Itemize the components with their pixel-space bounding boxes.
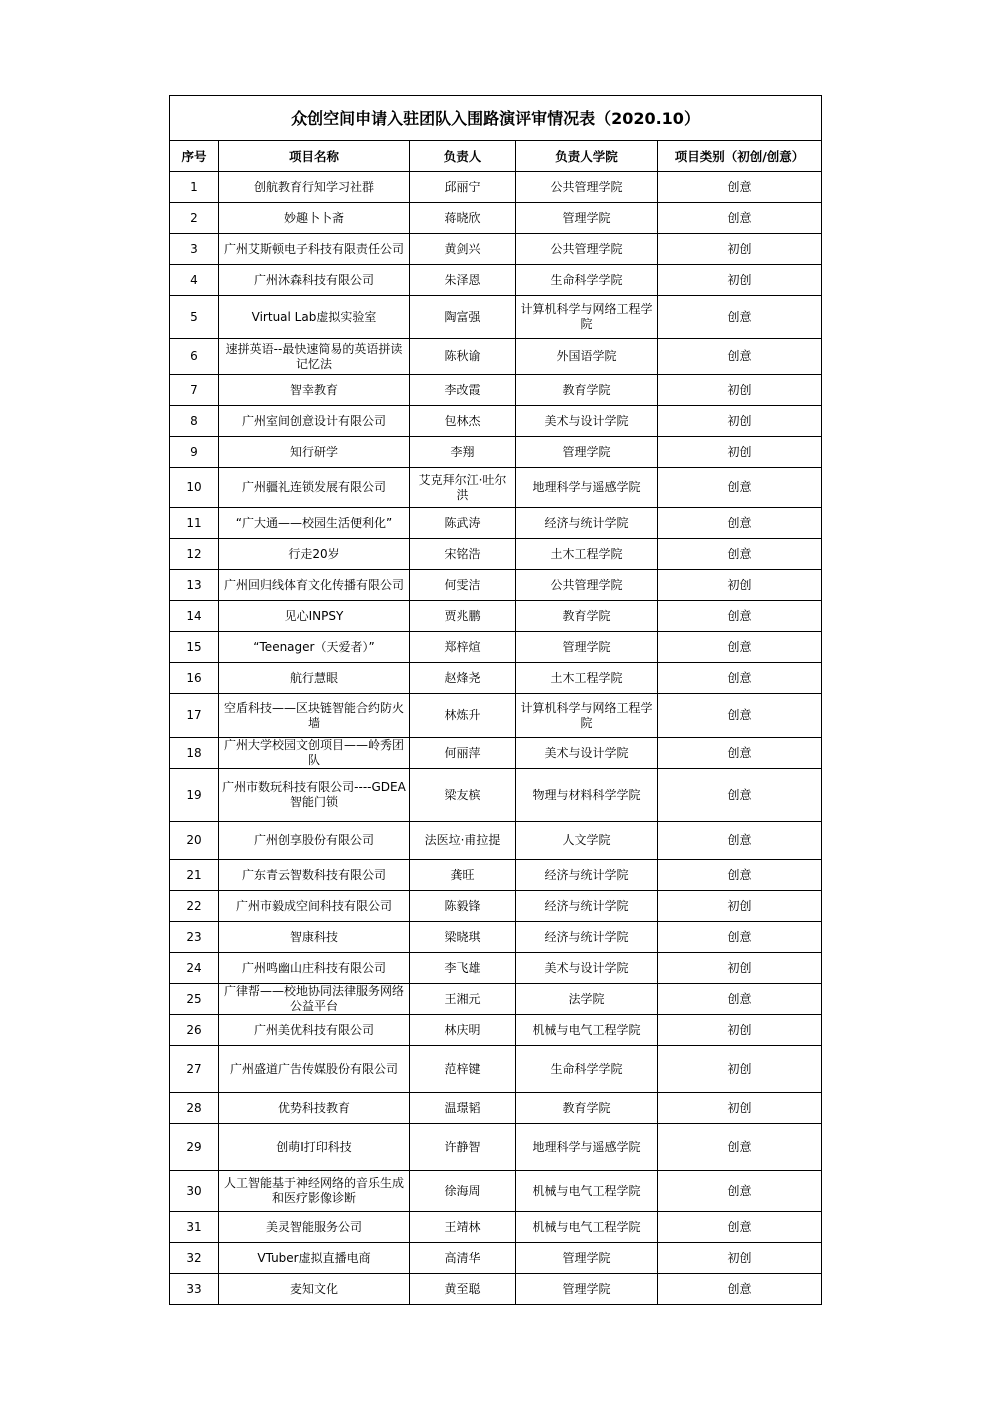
- project-category: 创意: [658, 1274, 822, 1305]
- leader-college: 经济与统计学院: [516, 508, 658, 539]
- row-index: 7: [170, 375, 219, 406]
- row-index: 2: [170, 203, 219, 234]
- row-index: 23: [170, 922, 219, 953]
- row-index: 27: [170, 1046, 219, 1093]
- project-category: 创意: [658, 1212, 822, 1243]
- row-index: 6: [170, 339, 219, 375]
- leader-college: 外国语学院: [516, 339, 658, 375]
- leader-college: 管理学院: [516, 203, 658, 234]
- table-row: [170, 296, 822, 339]
- project-name: “广大通——校园生活便利化”: [219, 508, 410, 539]
- leader-college: 教育学院: [516, 601, 658, 632]
- project-name: 广州沐森科技有限公司: [219, 265, 410, 296]
- row-index: 4: [170, 265, 219, 296]
- leader-college: 机械与电气工程学院: [516, 1212, 658, 1243]
- leader-college: 管理学院: [516, 632, 658, 663]
- table-row: [170, 406, 822, 437]
- project-category: 创意: [658, 601, 822, 632]
- project-category: 初创: [658, 265, 822, 296]
- leader-name: 林庆明: [410, 1015, 516, 1046]
- row-index: 13: [170, 570, 219, 601]
- table-row: [170, 984, 822, 1015]
- leader-college: 经济与统计学院: [516, 860, 658, 891]
- leader-name: 宋铭浩: [410, 539, 516, 570]
- project-category: 创意: [658, 1171, 822, 1212]
- header-leader: 负责人: [410, 141, 516, 172]
- leader-college: 公共管理学院: [516, 570, 658, 601]
- project-name: 速拼英语--最快速简易的英语拼读记忆法: [219, 339, 410, 375]
- row-index: 15: [170, 632, 219, 663]
- project-category: 创意: [658, 172, 822, 203]
- project-name: “Teenager（天爱者）”: [219, 632, 410, 663]
- leader-name: 高清华: [410, 1243, 516, 1274]
- leader-college: 生命科学学院: [516, 265, 658, 296]
- project-name: 智幸教育: [219, 375, 410, 406]
- project-name: 广州美优科技有限公司: [219, 1015, 410, 1046]
- leader-name: 包林杰: [410, 406, 516, 437]
- project-category: 创意: [658, 860, 822, 891]
- row-index: 1: [170, 172, 219, 203]
- project-name: 空盾科技——区块链智能合约防火墙: [219, 694, 410, 738]
- row-index: 30: [170, 1171, 219, 1212]
- row-index: 28: [170, 1093, 219, 1124]
- project-name: 创萌I打印科技: [219, 1124, 410, 1171]
- project-category: 初创: [658, 1015, 822, 1046]
- project-category: 初创: [658, 375, 822, 406]
- project-name: 广州盛道广告传媒股份有限公司: [219, 1046, 410, 1093]
- leader-name: 徐海周: [410, 1171, 516, 1212]
- project-name: 广东青云智数科技有限公司: [219, 860, 410, 891]
- leader-college: 法学院: [516, 984, 658, 1015]
- project-name: 优势科技教育: [219, 1093, 410, 1124]
- row-index: 29: [170, 1124, 219, 1171]
- project-category: 创意: [658, 738, 822, 769]
- table-row: [170, 1093, 822, 1124]
- header-project-name: 项目名称: [219, 141, 410, 172]
- table-row: [170, 860, 822, 891]
- project-name: 广州创享股份有限公司: [219, 822, 410, 860]
- table-row: [170, 570, 822, 601]
- project-category: 初创: [658, 953, 822, 984]
- table-row: [170, 1124, 822, 1171]
- table-row: [170, 375, 822, 406]
- table-row: [170, 891, 822, 922]
- table-row: [170, 339, 822, 375]
- leader-college: 教育学院: [516, 1093, 658, 1124]
- leader-name: 黄至聪: [410, 1274, 516, 1305]
- leader-name: 许静智: [410, 1124, 516, 1171]
- row-index: 31: [170, 1212, 219, 1243]
- table-row: [170, 632, 822, 663]
- project-name: 人工智能基于神经网络的音乐生成和医疗影像诊断: [219, 1171, 410, 1212]
- header-category: 项目类别（初创/创意）: [658, 141, 822, 172]
- leader-college: 土木工程学院: [516, 663, 658, 694]
- leader-name: 陶富强: [410, 296, 516, 339]
- leader-college: 地理科学与遥感学院: [516, 468, 658, 508]
- project-name: 广州回归线体育文化传播有限公司: [219, 570, 410, 601]
- project-category: 创意: [658, 203, 822, 234]
- table-row: [170, 822, 822, 860]
- leader-college: 物理与材料科学学院: [516, 769, 658, 822]
- review-sheet: [169, 95, 821, 1305]
- leader-college: 管理学院: [516, 437, 658, 468]
- leader-college: 美术与设计学院: [516, 953, 658, 984]
- leader-college: 人文学院: [516, 822, 658, 860]
- leader-name: 梁友槟: [410, 769, 516, 822]
- row-index: 3: [170, 234, 219, 265]
- project-name: 广州大学校园文创项目——岭秀团队: [219, 738, 410, 769]
- project-category: 创意: [658, 769, 822, 822]
- leader-college: 计算机科学与网络工程学院: [516, 296, 658, 339]
- table-row: [170, 437, 822, 468]
- project-category: 创意: [658, 632, 822, 663]
- leader-name: 艾克拜尔江·吐尔洪: [410, 468, 516, 508]
- leader-college: 管理学院: [516, 1274, 658, 1305]
- leader-name: 王靖林: [410, 1212, 516, 1243]
- leader-name: 陈武涛: [410, 508, 516, 539]
- row-index: 16: [170, 663, 219, 694]
- row-index: 19: [170, 769, 219, 822]
- row-index: 12: [170, 539, 219, 570]
- project-category: 创意: [658, 922, 822, 953]
- leader-name: 范梓键: [410, 1046, 516, 1093]
- leader-college: 地理科学与遥感学院: [516, 1124, 658, 1171]
- row-index: 22: [170, 891, 219, 922]
- table-row: [170, 1274, 822, 1305]
- leader-name: 郑梓煊: [410, 632, 516, 663]
- project-category: 创意: [658, 539, 822, 570]
- table-row: [170, 203, 822, 234]
- project-category: 初创: [658, 406, 822, 437]
- table-row: [170, 953, 822, 984]
- review-table: [169, 95, 822, 1305]
- leader-name: 梁晓琪: [410, 922, 516, 953]
- leader-college: 机械与电气工程学院: [516, 1171, 658, 1212]
- project-name: 美灵智能服务公司: [219, 1212, 410, 1243]
- project-name: 妙趣卜卜斋: [219, 203, 410, 234]
- project-name: 创航教育行知学习社群: [219, 172, 410, 203]
- table-row: [170, 1212, 822, 1243]
- leader-name: 何丽萍: [410, 738, 516, 769]
- leader-college: 土木工程学院: [516, 539, 658, 570]
- project-category: 初创: [658, 234, 822, 265]
- leader-college: 美术与设计学院: [516, 406, 658, 437]
- leader-college: 管理学院: [516, 1243, 658, 1274]
- leader-college: 经济与统计学院: [516, 891, 658, 922]
- leader-name: 温璟韬: [410, 1093, 516, 1124]
- project-category: 创意: [658, 296, 822, 339]
- leader-name: 龚旺: [410, 860, 516, 891]
- project-category: 初创: [658, 1243, 822, 1274]
- table-row: [170, 1243, 822, 1274]
- leader-name: 蒋晓欣: [410, 203, 516, 234]
- row-index: 14: [170, 601, 219, 632]
- row-index: 20: [170, 822, 219, 860]
- project-name: 行走20岁: [219, 539, 410, 570]
- leader-college: 计算机科学与网络工程学院: [516, 694, 658, 738]
- row-index: 26: [170, 1015, 219, 1046]
- row-index: 17: [170, 694, 219, 738]
- row-index: 18: [170, 738, 219, 769]
- project-category: 初创: [658, 1046, 822, 1093]
- project-name: 广州市毅成空间科技有限公司: [219, 891, 410, 922]
- project-category: 创意: [658, 694, 822, 738]
- leader-college: 公共管理学院: [516, 234, 658, 265]
- project-name: 广州鸣幽山庄科技有限公司: [219, 953, 410, 984]
- leader-college: 机械与电气工程学院: [516, 1015, 658, 1046]
- project-name: 广州市数玩科技有限公司----GDEA智能门锁: [219, 769, 410, 822]
- row-index: 10: [170, 468, 219, 508]
- leader-name: 陈毅锋: [410, 891, 516, 922]
- table-row: [170, 265, 822, 296]
- project-name: 广州室间创意设计有限公司: [219, 406, 410, 437]
- leader-college: 经济与统计学院: [516, 922, 658, 953]
- project-name: 广州艾斯顿电子科技有限责任公司: [219, 234, 410, 265]
- leader-name: 王湘元: [410, 984, 516, 1015]
- table-row: [170, 694, 822, 738]
- project-category: 创意: [658, 984, 822, 1015]
- leader-name: 李改霞: [410, 375, 516, 406]
- project-name: 广州疆礼连锁发展有限公司: [219, 468, 410, 508]
- leader-name: 黄剑兴: [410, 234, 516, 265]
- project-name: 见心INPSY: [219, 601, 410, 632]
- row-index: 21: [170, 860, 219, 891]
- row-index: 5: [170, 296, 219, 339]
- leader-name: 何雯洁: [410, 570, 516, 601]
- table-row: [170, 1171, 822, 1212]
- project-category: 创意: [658, 663, 822, 694]
- leader-college: 生命科学学院: [516, 1046, 658, 1093]
- table-body: [170, 172, 822, 1305]
- project-category: 创意: [658, 508, 822, 539]
- project-name: 航行慧眼: [219, 663, 410, 694]
- table-row: [170, 1015, 822, 1046]
- leader-name: 李飞雄: [410, 953, 516, 984]
- row-index: 8: [170, 406, 219, 437]
- row-index: 9: [170, 437, 219, 468]
- project-category: 创意: [658, 822, 822, 860]
- row-index: 33: [170, 1274, 219, 1305]
- project-category: 初创: [658, 891, 822, 922]
- table-row: [170, 769, 822, 822]
- leader-college: 教育学院: [516, 375, 658, 406]
- leader-name: 法医垃·甫拉提: [410, 822, 516, 860]
- leader-name: 赵烽尧: [410, 663, 516, 694]
- leader-name: 朱泽恩: [410, 265, 516, 296]
- table-row: [170, 738, 822, 769]
- table-row: [170, 508, 822, 539]
- project-name: 智康科技: [219, 922, 410, 953]
- project-name: Virtual Lab虚拟实验室: [219, 296, 410, 339]
- row-index: 11: [170, 508, 219, 539]
- row-index: 24: [170, 953, 219, 984]
- table-row: [170, 468, 822, 508]
- table-row: [170, 601, 822, 632]
- leader-name: 李翔: [410, 437, 516, 468]
- project-category: 创意: [658, 468, 822, 508]
- project-category: 初创: [658, 570, 822, 601]
- table-row: [170, 922, 822, 953]
- leader-name: 邱丽宁: [410, 172, 516, 203]
- project-name: 知行研学: [219, 437, 410, 468]
- leader-college: 美术与设计学院: [516, 738, 658, 769]
- project-name: 广律帮——校地协同法律服务网络公益平台: [219, 984, 410, 1015]
- row-index: 32: [170, 1243, 219, 1274]
- project-name: 麦知文化: [219, 1274, 410, 1305]
- leader-name: 贾兆鹏: [410, 601, 516, 632]
- table-row: [170, 1046, 822, 1093]
- leader-name: 陈秋谕: [410, 339, 516, 375]
- table-row: [170, 663, 822, 694]
- row-index: 25: [170, 984, 219, 1015]
- table-row: [170, 172, 822, 203]
- project-category: 创意: [658, 1124, 822, 1171]
- project-name: VTuber虚拟直播电商: [219, 1243, 410, 1274]
- header-index: 序号: [170, 141, 219, 172]
- project-category: 初创: [658, 437, 822, 468]
- project-category: 初创: [658, 1093, 822, 1124]
- table-title: 众创空间申请入驻团队入围路演评审情况表（2020.10）: [170, 96, 822, 141]
- table-row: [170, 539, 822, 570]
- table-row: [170, 234, 822, 265]
- header-college: 负责人学院: [516, 141, 658, 172]
- project-category: 创意: [658, 339, 822, 375]
- leader-name: 林炼升: [410, 694, 516, 738]
- leader-college: 公共管理学院: [516, 172, 658, 203]
